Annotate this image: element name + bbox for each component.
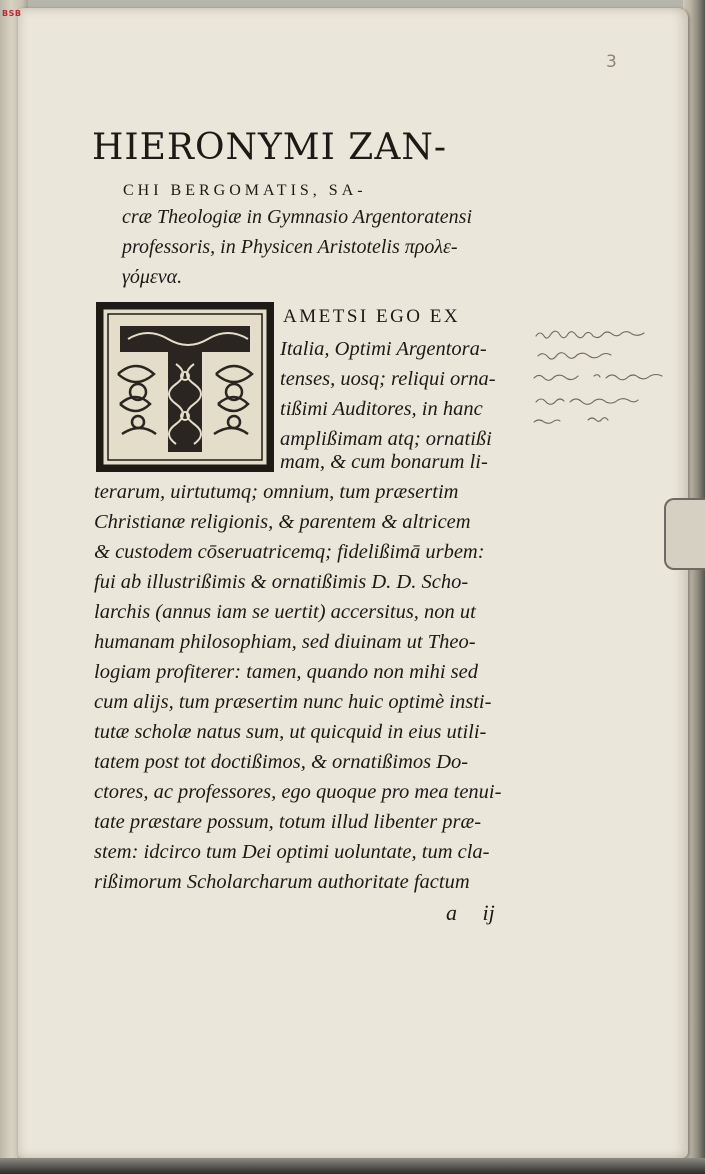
page-title: HIERONYMI ZAN- [92, 127, 447, 168]
body-line: tißimi Auditores, in hanc [280, 398, 483, 420]
page-clip [664, 498, 705, 570]
body-line: humanam philosophiam, sed diuinam ut Theo- [94, 631, 476, 653]
body-line: logiam profiterer: tamen, quando non mihi sed [94, 661, 478, 683]
heading-line: γόμενα. [122, 266, 183, 288]
body-line: tutæ scholæ natus sum, ut quicquid in eius utili- [94, 721, 487, 743]
bottom-shadow [0, 1158, 705, 1174]
body-line: Italia, Optimi Argentora- [280, 338, 487, 360]
body-line: ctores, ac professores, ego quoque pro mea tenui- [94, 781, 502, 803]
heading-line: cræ Theologiæ in Gymnasio Argentoratensi [122, 206, 472, 228]
body-line: tenses, uosq; reliqui orna- [280, 368, 496, 390]
body-line: stem: idcirco tum Dei optimi uoluntate, tum cla- [94, 841, 490, 863]
body-line: terarum, uirtutumq; omnium, tum præsertim [94, 481, 459, 503]
page-number: 3 [606, 52, 617, 72]
body-line: tatem post tot doctißimos, & ornatißimos Do- [94, 751, 469, 773]
signature-mark: a ij [446, 900, 495, 925]
body-line: fui ab illustrißimis & ornatißimis D. D. Scho- [94, 571, 469, 593]
body-line: cum alijs, tum præsertim nunc huic optimè insti- [94, 691, 492, 713]
body-line: amplißimam atq; ornatißi [280, 428, 492, 450]
heading-line: professoris, in Physicen Aristotelis προλε- [122, 236, 458, 258]
library-mark: BSB [2, 9, 22, 18]
body-line: rißimorum Scholarcharum authoritate factum [94, 871, 470, 893]
body-line: tate præstare possum, totum illud libenter præ- [94, 811, 482, 833]
handwritten-margin-note [530, 322, 690, 432]
body-line: AMETSI EGO EX [283, 306, 461, 327]
body-line: & custodem cōseruatricemq; fidelißimā urbem: [94, 541, 485, 563]
body-line: mam, & cum bonarum li- [280, 451, 488, 473]
page-subtitle: CHI BERGOMATIS, SA- [123, 182, 367, 199]
body-line: larchis (annus iam se uertit) accersitus, non ut [94, 601, 476, 623]
decorated-initial-t [96, 302, 274, 472]
body-line: Christianæ religionis, & parentem & altricem [94, 511, 471, 533]
